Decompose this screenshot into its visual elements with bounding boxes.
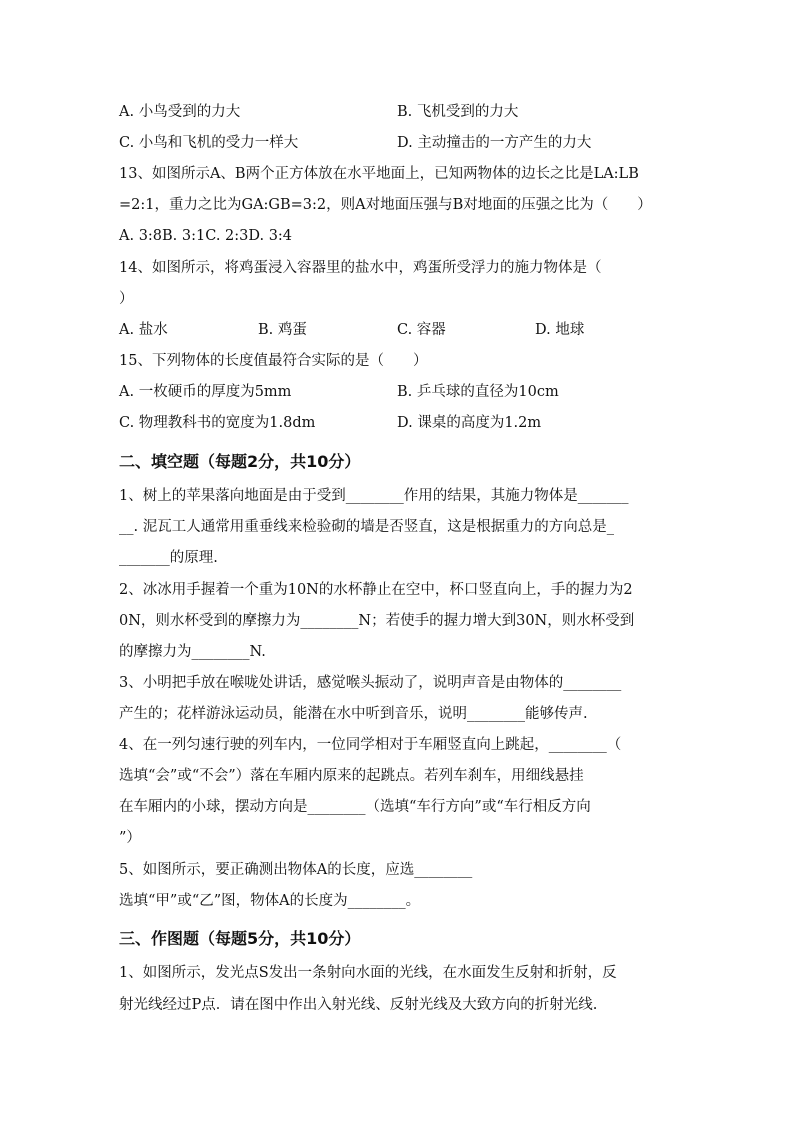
q15-option-d: D. 课桌的高度为1.2m (397, 415, 542, 431)
s2-q3-line1: 3、小明把手放在喉咙处讲话，感觉喉头振动了，说明声音是由物体的________ (119, 675, 622, 691)
q13-stem-line1: 13、如图所示A、B两个正方体放在水平地面上，已知两物体的边长之比是LA:LB (119, 166, 639, 182)
q14-stem-line1: 14、如图所示，将鸡蛋浸入容器里的盐水中，鸡蛋所受浮力的施力物体是（ (119, 260, 602, 276)
s2-q4-line1: 4、在一列匀速行驶的列车内，一位同学相对于车厢竖直向上跳起，________（ (119, 737, 622, 753)
s2-q1-line2: __. 泥瓦工人通常用重垂线来检验砌的墙是否竖直，这是根据重力的方向总是_ (119, 519, 614, 535)
s2-q3-line2: 产生的；花样游泳运动员，能潜在水中听到音乐，说明________能够传声. (119, 706, 588, 722)
q14-stem-line2: ） (119, 291, 134, 307)
s2-q1-line1: 1、树上的苹果落向地面是由于受到________作用的结果，其施力物体是_______ (119, 488, 629, 504)
section2-title: 二、填空题（每题2分，共10分） (119, 452, 361, 471)
q12-option-c: C. 小鸟和飞机的受力一样大 (119, 135, 299, 151)
s2-q2-line2: 0N，则水杯受到的摩擦力为________N；若使手的握力增大到30N，则水杯受到 (119, 613, 635, 629)
q14-option-c: C. 容器 (397, 322, 446, 338)
q13-options: A. 3:8B. 3:1C. 2:3D. 3:4 (119, 228, 293, 244)
s2-q5-line2: 选填“甲”或“乙”图，物体A的长度为________。 (119, 893, 421, 909)
section3-title: 三、作图题（每题5分，共10分） (119, 929, 361, 948)
q15-option-a: A. 一枚硬币的厚度为5mm (119, 384, 292, 400)
s2-q4-line3: 在车厢内的小球，摆动方向是________（选填“车行方向”或“车行相反方向 (119, 799, 591, 815)
s3-q1-line2: 射光线经过P点．请在图中作出入射光线、反射光线及大致方向的折射光线. (119, 997, 598, 1013)
q14-option-b: B. 鸡蛋 (258, 322, 307, 338)
s2-q1-line3: _______的原理. (119, 550, 218, 566)
q15-option-b: B. 乒乓球的直径为10cm (397, 384, 559, 400)
s2-q4-line2: 选填“会”或“不会”）落在车厢内原来的起跳点。若列车刹车，用细线悬挂 (119, 768, 584, 784)
q14-option-d: D. 地球 (535, 322, 585, 338)
s2-q2-line3: 的摩擦力为________N. (119, 644, 266, 660)
q12-option-d: D. 主动撞击的一方产生的力大 (397, 135, 592, 151)
q12-option-a: A. 小鸟受到的力大 (119, 104, 241, 120)
s2-q5-line1: 5、如图所示，要正确测出物体A的长度，应选________ (119, 862, 473, 878)
q14-option-a: A. 盐水 (119, 322, 168, 338)
q15-option-c: C. 物理教科书的宽度为1.8dm (119, 415, 316, 431)
s2-q4-line4: ”） (119, 830, 141, 846)
q12-option-b: B. 飞机受到的力大 (397, 104, 519, 120)
q15-stem: 15、下列物体的长度值最符合实际的是（ ） (119, 353, 428, 369)
s3-q1-line1: 1、如图所示，发光点S发出一条射向水面的光线，在水面发生反射和折射，反 (119, 965, 617, 981)
s2-q2-line1: 2、冰冰用手握着一个重为10N的水杯静止在空中，杯口竖直向上，手的握力为2 (119, 582, 633, 598)
q13-stem-line2: =2:1，重力之比为GA:GB=3:2，则A对地面压强与B对地面的压强之比为（ ） (119, 197, 652, 213)
